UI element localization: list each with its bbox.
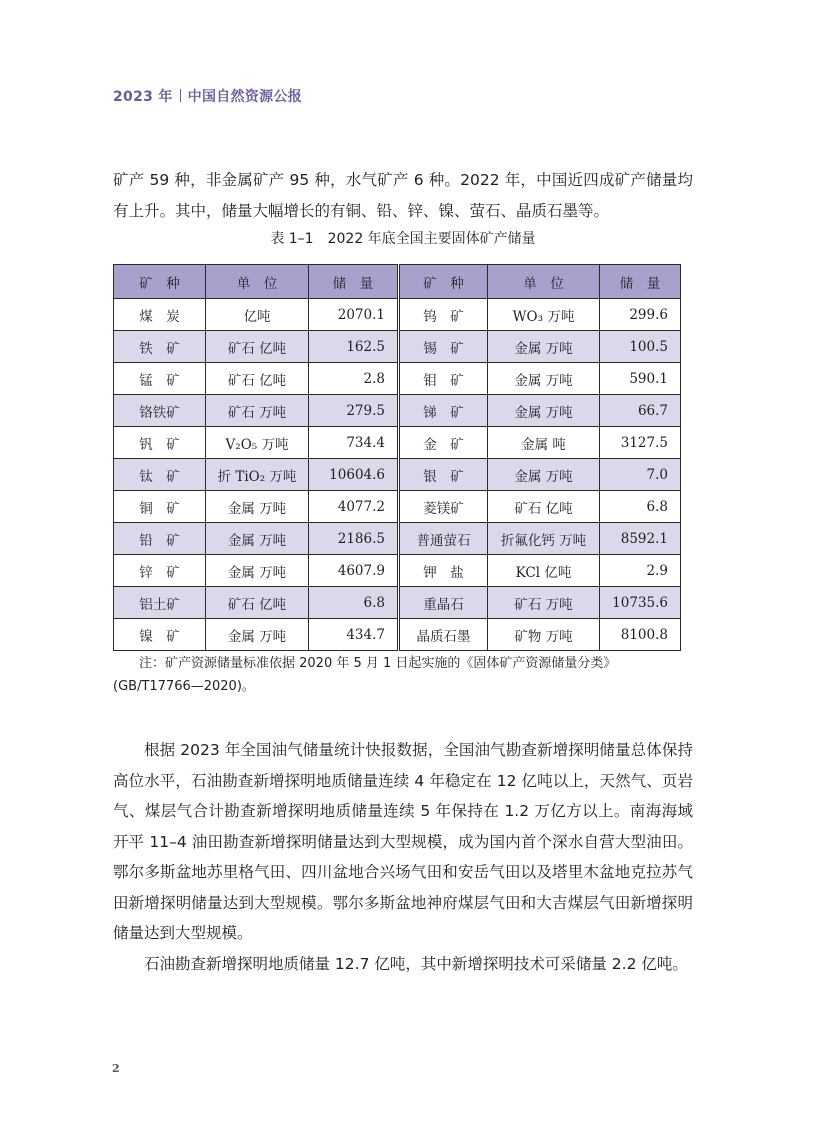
reserve-value-cell: 590.1	[600, 363, 681, 395]
oil-gas-paragraph: 根据 2023 年全国油气储量统计快报数据，全国油气勘查新增探明储量总体保持高位水平，石油勘查新增探明地质储量连续 4 年稳定在 12 亿吨以上，天然气、页岩气、煤层气合计勘查新增探明地质储量连续 5 年保持在 1.2 万亿方以上。南海海域开平 11–4 油田勘查新增探明储量达到大型规模，成为国内首个深水自营大型油田。鄂尔多斯盆地苏里格气田、四川盆地合兴场气田和安岳气田以及塔里木盆地克拉苏气田新增探明储量达到大型规模。鄂尔多斯盆地神府煤层气田和大吉煤层气田新增探明储量达到大型规模。	[113, 741, 693, 942]
unit-cell: 金属 万吨	[488, 331, 600, 363]
table-row	[114, 427, 681, 459]
unit-cell: 矿石 亿吨	[206, 363, 309, 395]
mineral-name-cell: 锰 矿	[114, 363, 206, 395]
reserve-value-cell: 3127.5	[600, 427, 681, 459]
page-number: 2	[112, 1062, 120, 1075]
unit-cell: 矿物 万吨	[488, 619, 600, 651]
reserve-value-cell: 8100.8	[600, 619, 681, 651]
table-row	[114, 363, 681, 395]
unit-cell: 金属 万吨	[206, 555, 309, 587]
unit-cell: 金属 万吨	[488, 363, 600, 395]
unit-cell: 亿吨	[206, 299, 309, 331]
unit-cell: V₂O₅ 万吨	[206, 427, 309, 459]
reserve-value-cell: 100.5	[600, 331, 681, 363]
unit-cell: KCl 亿吨	[488, 555, 600, 587]
reserve-value-cell: 8592.1	[600, 523, 681, 555]
column-header: 矿 种	[114, 265, 206, 299]
mineral-name-cell: 锌 矿	[114, 555, 206, 587]
table-row	[114, 491, 681, 523]
unit-cell: 金属 万吨	[206, 491, 309, 523]
mineral-name-cell: 钒 矿	[114, 427, 206, 459]
header-title: 中国自然资源公报	[187, 89, 303, 105]
mineral-name-cell: 煤 炭	[114, 299, 206, 331]
mineral-name-cell: 铝土矿	[114, 587, 206, 619]
table-header-row	[114, 265, 681, 299]
reserve-value-cell: 734.4	[309, 427, 399, 459]
mineral-name-cell: 锑 矿	[399, 395, 488, 427]
mineral-name-cell: 晶质石墨	[399, 619, 488, 651]
unit-cell: 金属 万吨	[206, 523, 309, 555]
unit-cell: 金属 万吨	[488, 395, 600, 427]
header-year: 2023 年	[113, 89, 173, 105]
column-header: 储 量	[600, 265, 681, 299]
reserve-value-cell: 162.5	[309, 331, 399, 363]
unit-cell: 矿石 亿吨	[206, 587, 309, 619]
column-header: 单 位	[488, 265, 600, 299]
table-row	[114, 331, 681, 363]
unit-cell: 金属 万吨	[206, 619, 309, 651]
reserve-value-cell: 6.8	[309, 587, 399, 619]
unit-cell: 矿石 亿吨	[488, 491, 600, 523]
table-caption: 表 1–1 2022 年底全国主要固体矿产储量	[270, 231, 536, 247]
mineral-name-cell: 金 矿	[399, 427, 488, 459]
table-row	[114, 459, 681, 491]
unit-cell: 矿石 万吨	[488, 587, 600, 619]
reserve-value-cell: 279.5	[309, 395, 399, 427]
table-row	[114, 619, 681, 651]
reserve-value-cell: 6.8	[600, 491, 681, 523]
unit-cell: WO₃ 万吨	[488, 299, 600, 331]
reserve-value-cell: 10604.6	[309, 459, 399, 491]
mineral-name-cell: 重晶石	[399, 587, 488, 619]
mineral-name-cell: 钛 矿	[114, 459, 206, 491]
mineral-reserves-table	[113, 264, 681, 651]
mineral-name-cell: 钼 矿	[399, 363, 488, 395]
table-row	[114, 523, 681, 555]
unit-cell: 金属 吨	[488, 427, 600, 459]
table-row	[114, 395, 681, 427]
mineral-name-cell: 铅 矿	[114, 523, 206, 555]
reserve-value-cell: 66.7	[600, 395, 681, 427]
reserve-value-cell: 2.9	[600, 555, 681, 587]
table-row	[114, 587, 681, 619]
mineral-name-cell: 钾 盐	[399, 555, 488, 587]
unit-cell: 矿石 亿吨	[206, 331, 309, 363]
table-row	[114, 299, 681, 331]
table-note: 注：矿产资源储量标准依据 2020 年 5 月 1 日起实施的《固体矿产资源储量分类》(GB/T17766—2020)。	[113, 656, 617, 694]
reserve-value-cell: 7.0	[600, 459, 681, 491]
column-header: 矿 种	[399, 265, 488, 299]
reserve-value-cell: 434.7	[309, 619, 399, 651]
mineral-name-cell: 银 矿	[399, 459, 488, 491]
petroleum-paragraph: 石油勘查新增探明地质储量 12.7 亿吨，其中新增探明技术可采储量 2.2 亿吨。	[144, 955, 688, 973]
reserve-value-cell: 2186.5	[309, 523, 399, 555]
mineral-name-cell: 镍 矿	[114, 619, 206, 651]
reserve-value-cell: 2070.1	[309, 299, 399, 331]
reserve-value-cell: 2.8	[309, 363, 399, 395]
mineral-name-cell: 锡 矿	[399, 331, 488, 363]
mineral-name-cell: 钨 矿	[399, 299, 488, 331]
table-row	[114, 555, 681, 587]
mineral-name-cell: 菱镁矿	[399, 491, 488, 523]
intro-paragraph: 矿产 59 种，非金属矿产 95 种，水气矿产 6 种。2022 年，中国近四成矿产储量均有上升。其中，储量大幅增长的有铜、铅、锌、镍、萤石、晶质石墨等。	[113, 171, 693, 220]
column-header: 单 位	[206, 265, 309, 299]
running-header	[113, 86, 302, 106]
unit-cell: 折氟化钙 万吨	[488, 523, 600, 555]
reserve-value-cell: 4077.2	[309, 491, 399, 523]
unit-cell: 金属 万吨	[488, 459, 600, 491]
reserve-value-cell: 299.6	[600, 299, 681, 331]
column-header: 储 量	[309, 265, 399, 299]
header-divider	[180, 89, 181, 102]
unit-cell: 折 TiO₂ 万吨	[206, 459, 309, 491]
mineral-name-cell: 普通萤石	[399, 523, 488, 555]
table-body	[114, 299, 681, 651]
unit-cell: 矿石 万吨	[206, 395, 309, 427]
reserve-value-cell: 10735.6	[600, 587, 681, 619]
mineral-name-cell: 铜 矿	[114, 491, 206, 523]
mineral-name-cell: 铁 矿	[114, 331, 206, 363]
reserve-value-cell: 4607.9	[309, 555, 399, 587]
mineral-name-cell: 铬铁矿	[114, 395, 206, 427]
